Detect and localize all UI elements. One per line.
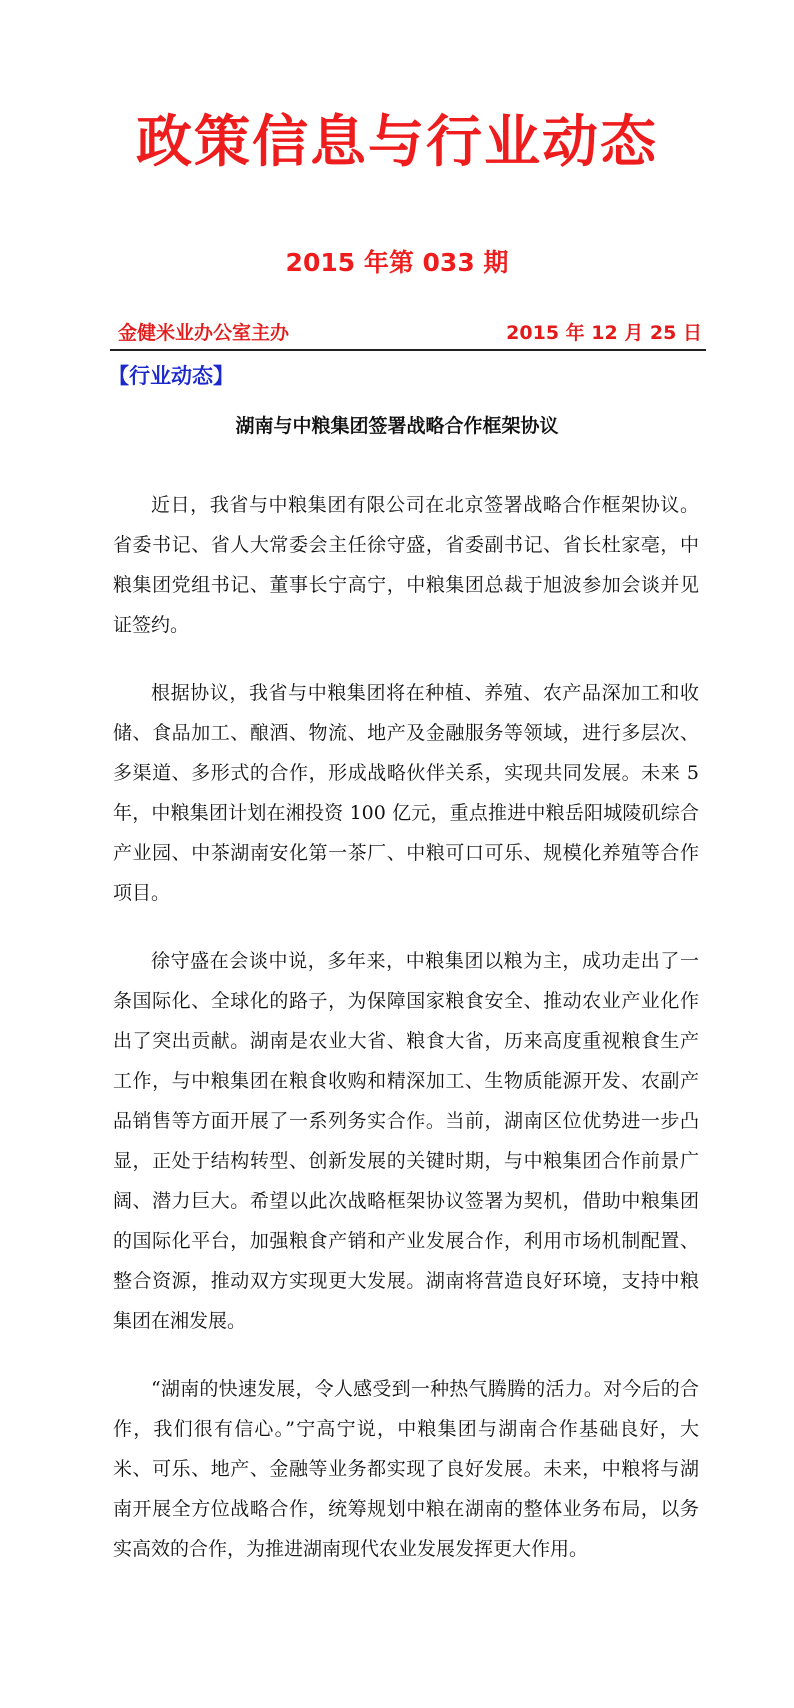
paragraph: 近日，我省与中粮集团有限公司在北京签署战略合作框架协议。省委书记、省人大常委会主任徐守盛，省委副书记、省长杜家亳，中粮集团党组书记、董事长宁高宁，中粮集团总裁于旭波参加会谈并见证签约。	[113, 494, 699, 636]
paragraph: 徐守盛在会谈中说，多年来，中粮集团以粮为主，成功走出了一条国际化、全球化的路子，为保障国家粮食安全、推动农业产业化作出了突出贡献。湖南是农业大省、粮食大省，历来高度重视粮食生产工作，与中粮集团在粮食收购和精深加工、生物质能源开发、农副产品销售等方面开展了一系列务实合作。当前，湖南区位优势进一步凸显，正处于结构转型、创新发展的关键时期，与中粮集团合作前景广阔、潜力巨大。希望以此次战略框架协议签署为契机，借助中粮集团的国际化平台，加强粮食产销和产业发展合作，利用市场机制配置、整合资源，推动双方实现更大发展。湖南将营造良好环境，支持中粮集团在湘发展。	[113, 950, 699, 1332]
article-title: 湖南与中粮集团签署战略合作框架协议	[235, 415, 559, 437]
paragraph: 根据协议，我省与中粮集团将在种植、养殖、农产品深加工和收储、食品加工、酿酒、物流、地产及金融服务等领域，进行多层次、多渠道、多形式的合作，形成战略伙伴关系，实现共同发展。未来 5 年，中粮集团计划在湘投资 100 亿元，重点推进中粮岳阳城陵矶综合产业园、中茶湖南安化第一茶厂、中粮可口可乐、规模化养殖等合作项目。	[113, 682, 699, 904]
bulletin-title: 政策信息与行业动态	[136, 110, 658, 175]
header-divider	[110, 349, 706, 351]
sponsor-label: 金健米业办公室主办	[118, 322, 290, 344]
article-body	[113, 485, 699, 1597]
publish-date: 2015 年 12 月 25 日	[506, 322, 702, 344]
masthead-meta	[118, 318, 702, 345]
section-label: 【行业动态】	[108, 364, 234, 388]
paragraph: “湖南的快速发展，令人感受到一种热气腾腾的活力。对今后的合作，我们很有信心。”宁高宁说，中粮集团与湖南合作基础良好，大米、可乐、地产、金融等业务都实现了良好发展。未来，中粮将与湖南开展全方位战略合作，统筹规划中粮在湖南的整体业务布局，以务实高效的合作，为推进湖南现代农业发展发挥更大作用。	[113, 1378, 699, 1560]
issue-number: 2015 年第 033 期	[285, 248, 509, 277]
